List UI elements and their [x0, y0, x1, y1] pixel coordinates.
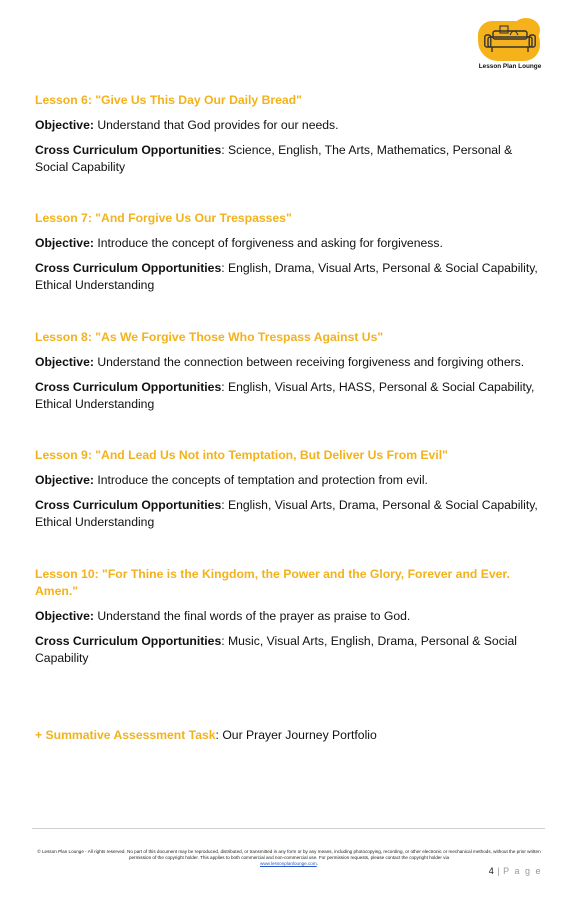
cross-curriculum-text: : English, Drama, Visual Arts, Personal & Social Capability, Ethical Understanding	[35, 261, 538, 292]
cross-curriculum-label: Cross Curriculum Opportunities	[35, 261, 222, 275]
summative-assessment	[35, 727, 377, 744]
cross-curriculum-text: : Music, Visual Arts, English, Drama, Personal & Social Capability	[35, 634, 517, 665]
cross-curriculum-line	[35, 142, 545, 176]
objective-text: Introduce the concepts of temptation and protection from evil.	[93, 473, 428, 487]
cross-curriculum-line	[35, 497, 545, 531]
cross-curriculum-text: : Science, English, The Arts, Mathematics, Personal & Social Capability	[35, 143, 513, 174]
lesson-9	[35, 447, 545, 539]
objective-text: Understand that God provides for our needs.	[93, 118, 339, 132]
lesson-7	[35, 210, 545, 302]
objective-label: Objective:	[35, 236, 94, 250]
page-label: P a g e	[503, 866, 542, 876]
objective-label: Objective:	[35, 473, 94, 487]
objective-label: Objective:	[35, 118, 94, 132]
footer-divider	[32, 828, 545, 829]
cross-curriculum-line	[35, 379, 545, 413]
cross-curriculum-text: : English, Visual Arts, Drama, Personal & Social Capability, Ethical Understanding	[35, 498, 538, 529]
objective-line	[35, 117, 545, 134]
objective-line	[35, 354, 545, 371]
objective-line	[35, 235, 545, 252]
lesson-title: Lesson 6: "Give Us This Day Our Daily Bread"	[35, 93, 302, 107]
logo-text: Lesson Plan Lounge	[478, 63, 542, 70]
page-number-value: 4	[488, 866, 495, 876]
objective-text: Understand the final words of the prayer as praise to God.	[93, 609, 411, 623]
brand-logo	[474, 18, 546, 74]
lesson-title: Lesson 9: "And Lead Us Not into Temptation, But Deliver Us From Evil"	[35, 448, 448, 462]
summative-text: : Our Prayer Journey Portfolio	[215, 728, 377, 742]
copyright-notice	[36, 849, 542, 868]
lesson-6	[35, 92, 545, 184]
page-separator: |	[497, 866, 501, 876]
sofa-logo-icon	[484, 25, 536, 55]
summative-label: + Summative Assessment Task	[35, 728, 216, 742]
copyright-text: © Lesson Plan Lounge - All rights reserved. No part of this document may be reproduced, distributed, or transmitted in any form or by any means, including photocopying, recording, or other electronic or mechanical methods, without the prior written permission of the copyright holder. This applies to both commercial and non-commercial use. For permission requests, please contact the copyright holder via	[37, 849, 541, 861]
cross-curriculum-label: Cross Curriculum Opportunities	[35, 498, 222, 512]
lesson-title: Lesson 10: "For Thine is the Kingdom, the Power and the Glory, Forever and Ever. Amen."	[35, 567, 510, 598]
lesson-10	[35, 566, 545, 675]
cross-curriculum-label: Cross Curriculum Opportunities	[35, 380, 222, 394]
objective-label: Objective:	[35, 609, 94, 623]
lesson-title: Lesson 7: "And Forgive Us Our Trespasses"	[35, 211, 292, 225]
lesson-title: Lesson 8: "As We Forgive Those Who Trespass Against Us"	[35, 330, 384, 344]
link-suffix: .	[316, 861, 318, 867]
cross-curriculum-label: Cross Curriculum Opportunities	[35, 634, 222, 648]
objective-label: Objective:	[35, 355, 94, 369]
objective-line	[35, 472, 545, 489]
website-link[interactable]: www.lessonplanlounge.com	[260, 861, 317, 867]
cross-curriculum-line	[35, 633, 545, 667]
page-number	[489, 866, 542, 876]
objective-text: Understand the connection between receiving forgiveness and forgiving others.	[93, 355, 525, 369]
objective-line	[35, 608, 545, 625]
objective-text: Introduce the concept of forgiveness and asking for forgiveness.	[93, 236, 443, 250]
cross-curriculum-label: Cross Curriculum Opportunities	[35, 143, 222, 157]
cross-curriculum-text: : English, Visual Arts, HASS, Personal & Social Capability, Ethical Understanding	[35, 380, 535, 411]
lesson-8	[35, 329, 545, 421]
cross-curriculum-line	[35, 260, 545, 294]
